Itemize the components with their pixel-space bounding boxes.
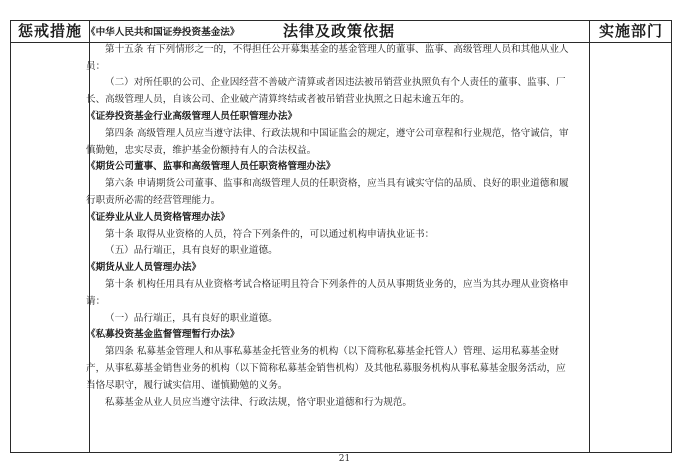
law-article: 第十条 取得从业资格的人员，符合下列条件的，可以通过机构申请执业证书：: [105, 228, 435, 240]
law-title: 《期货公司董事、监事和高级管理人员任职资格管理办法》: [86, 161, 336, 173]
law-article: （五）品行端正，具有良好的职业道德。: [105, 245, 278, 257]
header-punishment-measures: 惩戒措施: [17, 22, 82, 40]
law-article: 第四条 私募基金管理人和从事私募基金托管业务的机构（以下简称私募基金托管人）管理、运用私募基金财产，从事私募基金销售业务的机构（以下简称私募基金销售机构）及其他私募服务机构从事私募基金服务活动，应当恪尽职守，履行诚实信用、谨慎勤勉的义务。: [86, 346, 566, 391]
header-implementing-department: 实施部门: [598, 22, 663, 40]
law-title: 《私募投资基金监督管理暂行办法》: [86, 329, 240, 341]
column-divider-2: [589, 21, 590, 452]
law-title: 《期货从业人员管理办法》: [86, 262, 202, 274]
page-number: 21: [338, 454, 351, 464]
law-title: 《证券投资基金行业高级管理人员任职管理办法》: [86, 110, 298, 122]
law-article: 第六条 申请期货公司董事、监事和高级管理人员的任职资格，应当具有诚实守信的品质、良好的职业道德和履行职责所必需的经营管理能力。: [86, 178, 569, 206]
law-article: 私募基金从业人员应当遵守法律、行政法规，恪守职业道德和行为规范。: [105, 396, 412, 408]
law-article: 第十五条 有下列情形之一的，不得担任公开募集基金的基金管理人的董事、监事、高级管理人员和其他从业人员：: [86, 43, 569, 72]
header-legal-basis: 法律及政策依据: [282, 22, 395, 40]
law-article: （一）品行端正，具有良好的职业道德。: [105, 312, 278, 324]
law-title: 《证券业从业人员资格管理办法》: [86, 211, 230, 223]
law-article: 第十条 机构任用具有从业资格考试合格证明且符合下列条件的人员从事期货业务的，应当为其办理从业资格申请：: [86, 278, 569, 307]
legal-basis-cell: [86, 25, 572, 411]
law-article: 第四条 高级管理人员应当遵守法律、行政法规和中国证监会的规定，遵守公司章程和行业规范，恪守诚信，审慎勤勉，忠实尽责，维护基金份额持有人的合法权益。: [86, 127, 569, 156]
law-title: 《中华人民共和国证券投资基金法》: [86, 27, 240, 38]
law-article: （二）对所任职的公司、企业因经营不善破产清算或者因违法被吊销营业执照负有个人责任的董事、监事、厂长、高级管理人员，自该公司、企业破产清算终结或者被吊销营业执照之日起未逾五年的。: [86, 77, 566, 106]
